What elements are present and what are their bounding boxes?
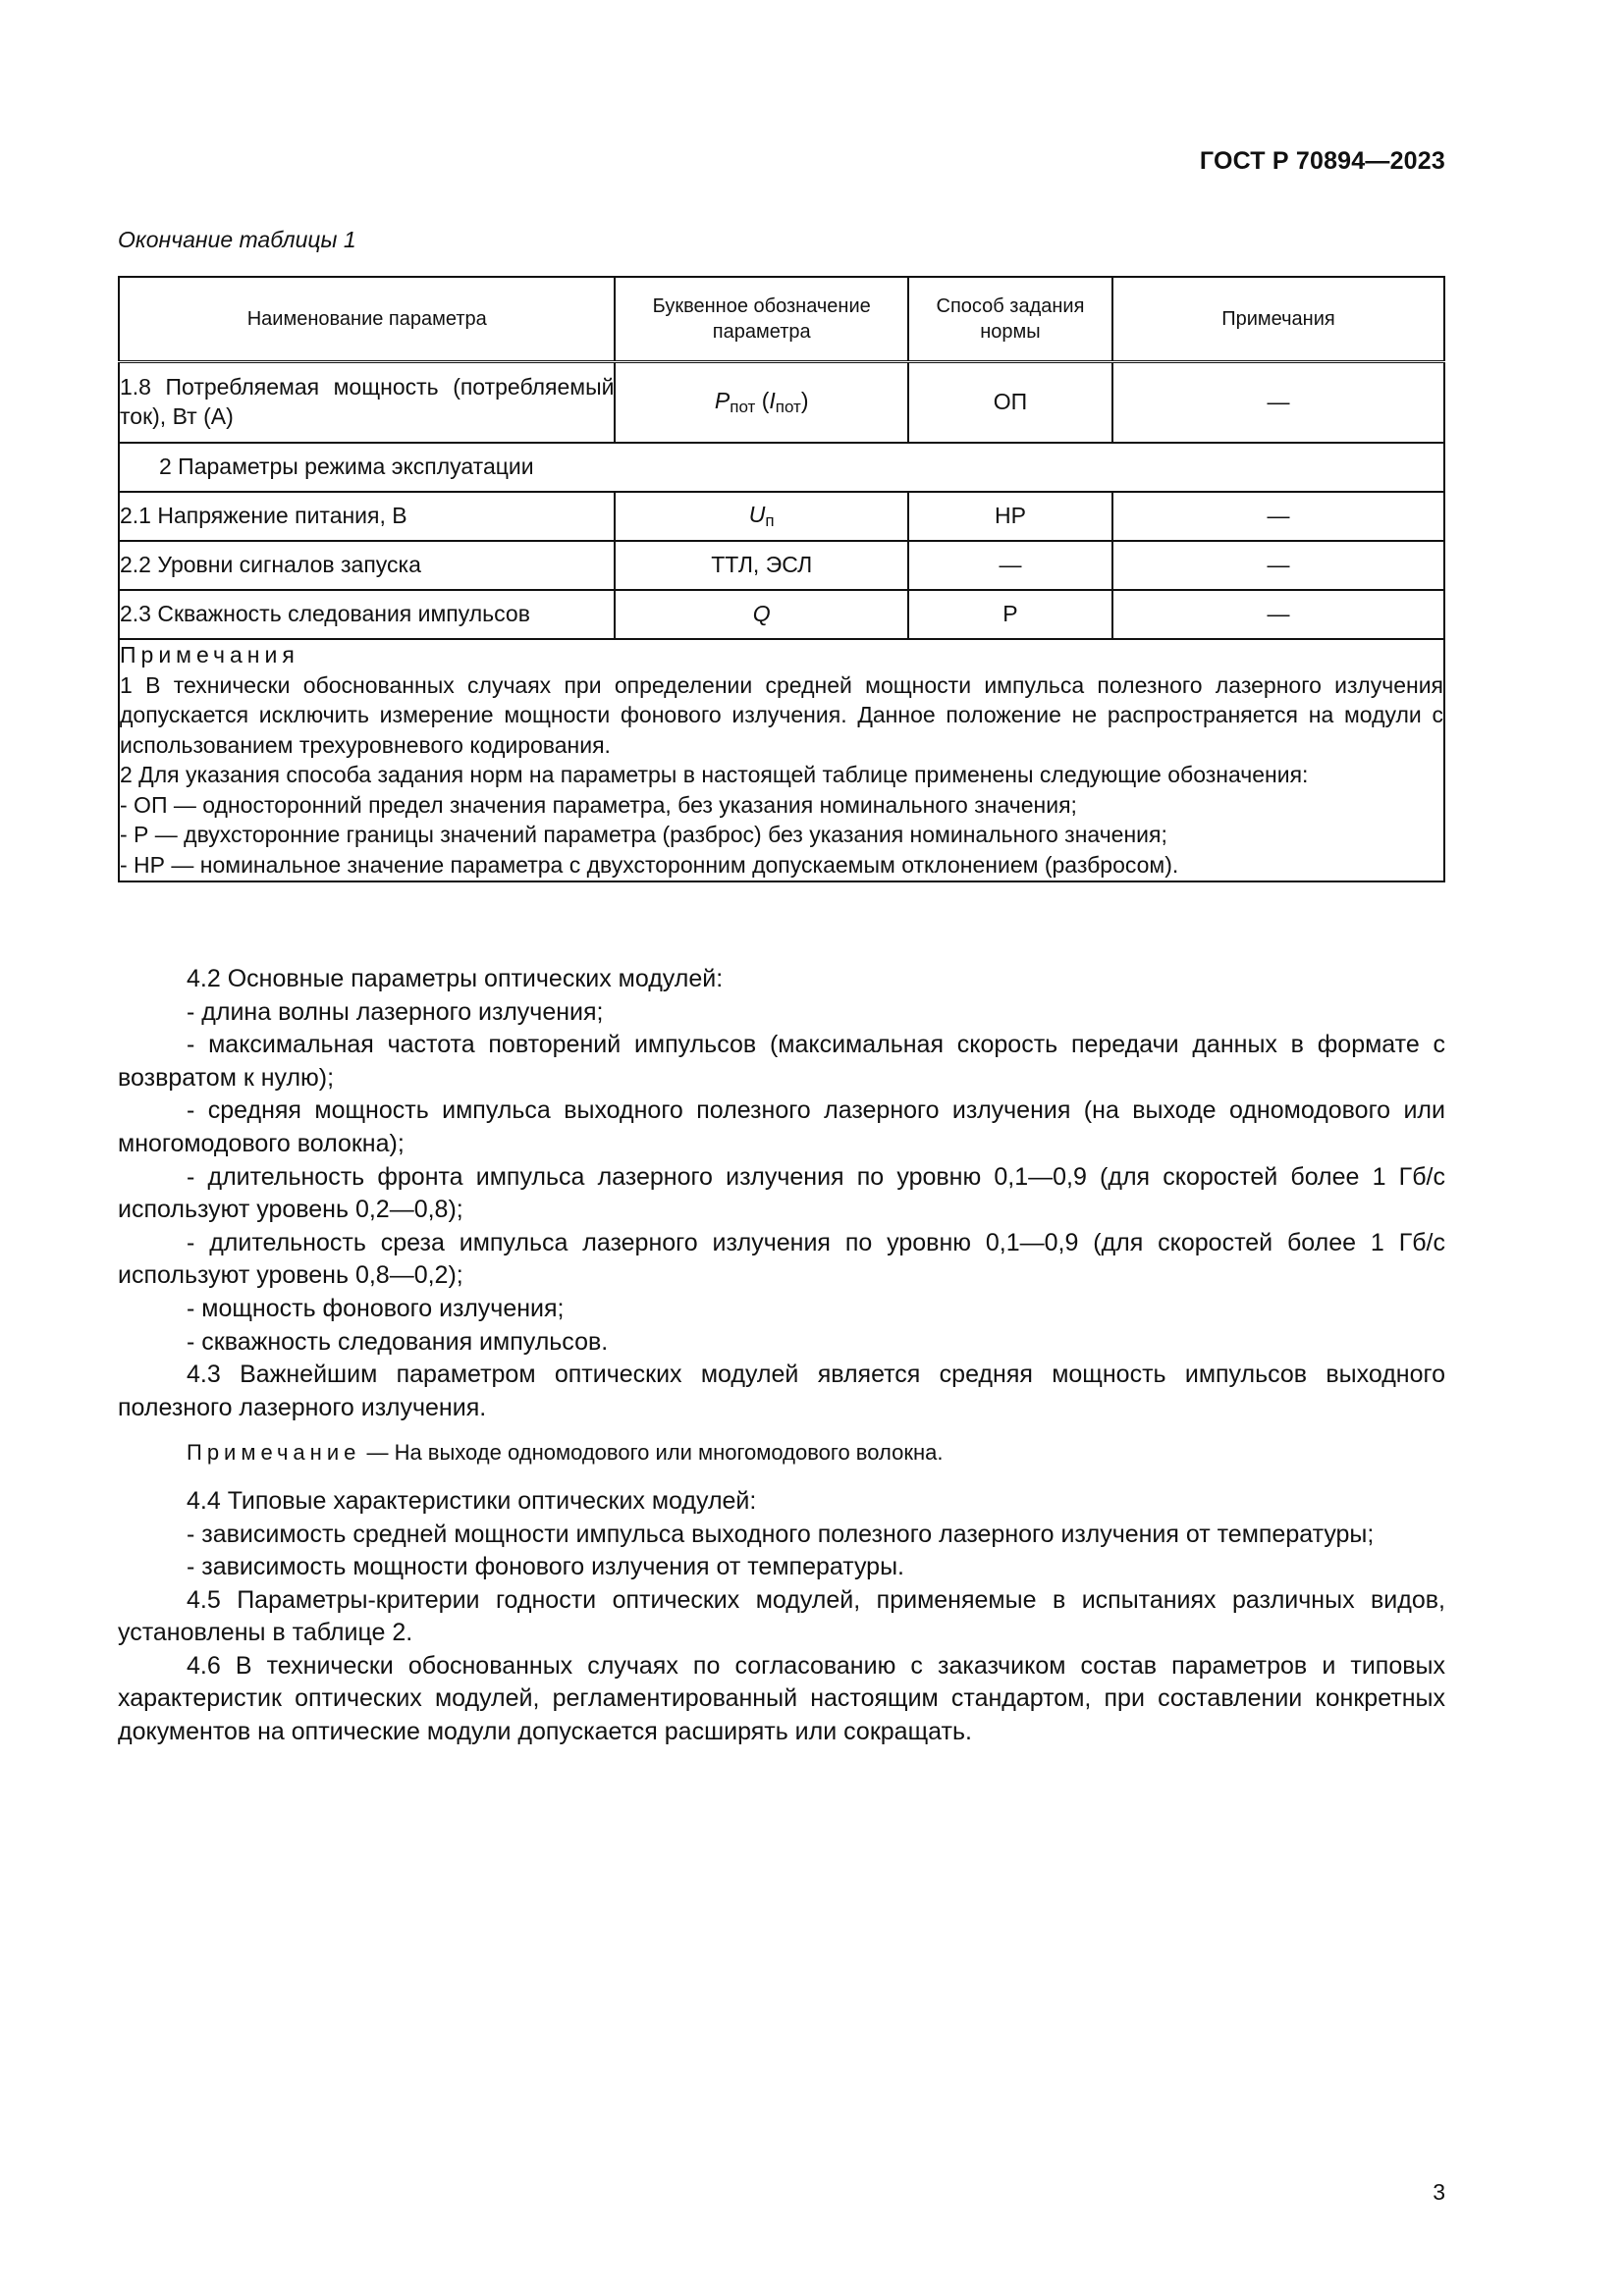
table-notes-row — [119, 639, 1444, 881]
row-name: 2.1 Напряжение питания, В — [119, 492, 615, 541]
section-4-4: 4.4 Типовые характеристики оптических модулей: — [187, 1486, 757, 1515]
notes-title: Примечания — [120, 642, 299, 667]
list-item: - длительность фронта импульса лазерного излучения по уровню 0,1—0,9 (для скоростей более 1 Гб/с используют уровень 0,2—0,8); — [118, 1162, 1445, 1224]
note-item: - ОП — односторонний предел значения параметра, без указания номинального значения; — [120, 791, 1077, 818]
section-4-2: 4.2 Основные параметры оптических модулей: — [187, 965, 724, 992]
row-name: 1.8 Потребляемая мощность (потребляемый ток), Вт (А) — [119, 362, 615, 444]
row-symbol — [615, 492, 908, 541]
symbol-main: P — [714, 387, 731, 413]
symbol-main: U — [748, 501, 766, 527]
table-header-row — [119, 277, 1444, 362]
section-4-5: 4.5 Параметры-критерии годности оптических модулей, применяемые в испытаниях различных видов, установлены в таблице 2. — [118, 1585, 1445, 1647]
table-notes — [119, 639, 1444, 881]
row-note: — — [1112, 541, 1444, 590]
parameters-table — [118, 276, 1445, 882]
note-item: - Р — двухсторонние границы значений параметра (разброс) без указания номинального значения; — [120, 822, 1167, 848]
row-note: — — [1112, 492, 1444, 541]
symbol-sub: пот — [730, 397, 756, 416]
standard-code-header: ГОСТ Р 70894—2023 — [1199, 147, 1445, 175]
symbol-sub: п — [765, 510, 775, 530]
row-symbol — [615, 541, 908, 590]
table-row — [119, 492, 1444, 541]
list-item: - средняя мощность импульса выходного полезного лазерного излучения (на выходе одномодового или многомодового волокна); — [118, 1096, 1445, 1157]
row-symbol: $P_{пот}$ $(I_{пот})$ — [615, 362, 908, 444]
list-item: - мощность фонового излучения; — [187, 1294, 565, 1322]
row-name: 2.3 Скважность следования импульсов — [119, 590, 615, 639]
symbol-paren-sub: пот — [775, 397, 801, 416]
section-4-6: 4.6 В технически обоснованных случаях по согласованию с заказчиком состав параметров и типовых характеристик оптических модулей, регламентированный настоящим стандартом, при составлении конкретных документов на оптические модули допускается расширять или сокращать. — [118, 1651, 1445, 1746]
symbol-main: Q — [752, 601, 771, 627]
list-item: - скважность следования импульсов. — [187, 1327, 609, 1356]
page-number: 3 — [1433, 2179, 1445, 2205]
section-4-3: 4.3 Важнейшим параметром оптических модулей является средняя мощность импульсов выходного полезного лазерного излучения. — [118, 1361, 1445, 1421]
list-item: - длина волны лазерного излучения; — [187, 997, 604, 1026]
table-row — [119, 362, 1444, 444]
table-row — [119, 541, 1444, 590]
table-section-row — [119, 443, 1444, 492]
note-label: Примечание — [187, 1440, 361, 1466]
row-method: — — [908, 541, 1112, 590]
row-note: — — [1112, 362, 1444, 444]
row-method: НР — [908, 492, 1112, 541]
list-item: - зависимость мощности фонового излучения от температуры. — [187, 1553, 904, 1581]
row-note: — — [1112, 590, 1444, 639]
note-text: — На выходе одномодового или многомодового волокна. — [360, 1440, 944, 1466]
row-name: 2.2 Уровни сигналов запуска — [119, 541, 615, 590]
header-norm-method: Способ задания нормы — [908, 277, 1112, 362]
note-item: - НР — номинальное значение параметра с двухсторонним допускаемым отклонением (разбросом). — [120, 852, 1179, 879]
header-parameter-name: Наименование параметра — [119, 277, 615, 362]
section-title: 2 Параметры режима эксплуатации — [119, 443, 1444, 492]
body-text — [118, 963, 1445, 1749]
row-method: ОП — [908, 362, 1112, 444]
note-paragraph — [118, 1436, 1445, 1469]
note-2: 2 Для указания способа задания норм на параметры в настоящей таблице применены следующие обозначения: — [120, 762, 1309, 788]
header-symbol: Буквенное обозначение параметра — [615, 277, 908, 362]
row-symbol — [615, 590, 908, 639]
table-row — [119, 590, 1444, 639]
list-item: - максимальная частота повторений импульсов (максимальная скорость передачи данных в формате с возвратом к нулю); — [118, 1031, 1445, 1092]
header-notes: Примечания — [1112, 277, 1444, 362]
table-caption: Окончание таблицы 1 — [118, 227, 356, 252]
note-1: 1 В технически обоснованных случаях при определении средней мощности импульса полезного лазерного излучения допускается исключить измерение мощности фонового излучения. Данное положение не распространяется на модули с использованием трехуровневого кодирования. — [120, 671, 1443, 758]
symbol-main: ТТЛ, ЭСЛ — [711, 552, 813, 578]
list-item: - длительность среза импульса лазерного излучения по уровню 0,1—0,9 (для скоростей более 1 Гб/с используют уровень 0,8—0,2); — [118, 1228, 1445, 1290]
symbol-paren-main: I — [769, 387, 776, 413]
row-method: Р — [908, 590, 1112, 639]
list-item: - зависимость средней мощности импульса выходного полезного лазерного излучения от температуры; — [187, 1520, 1375, 1548]
